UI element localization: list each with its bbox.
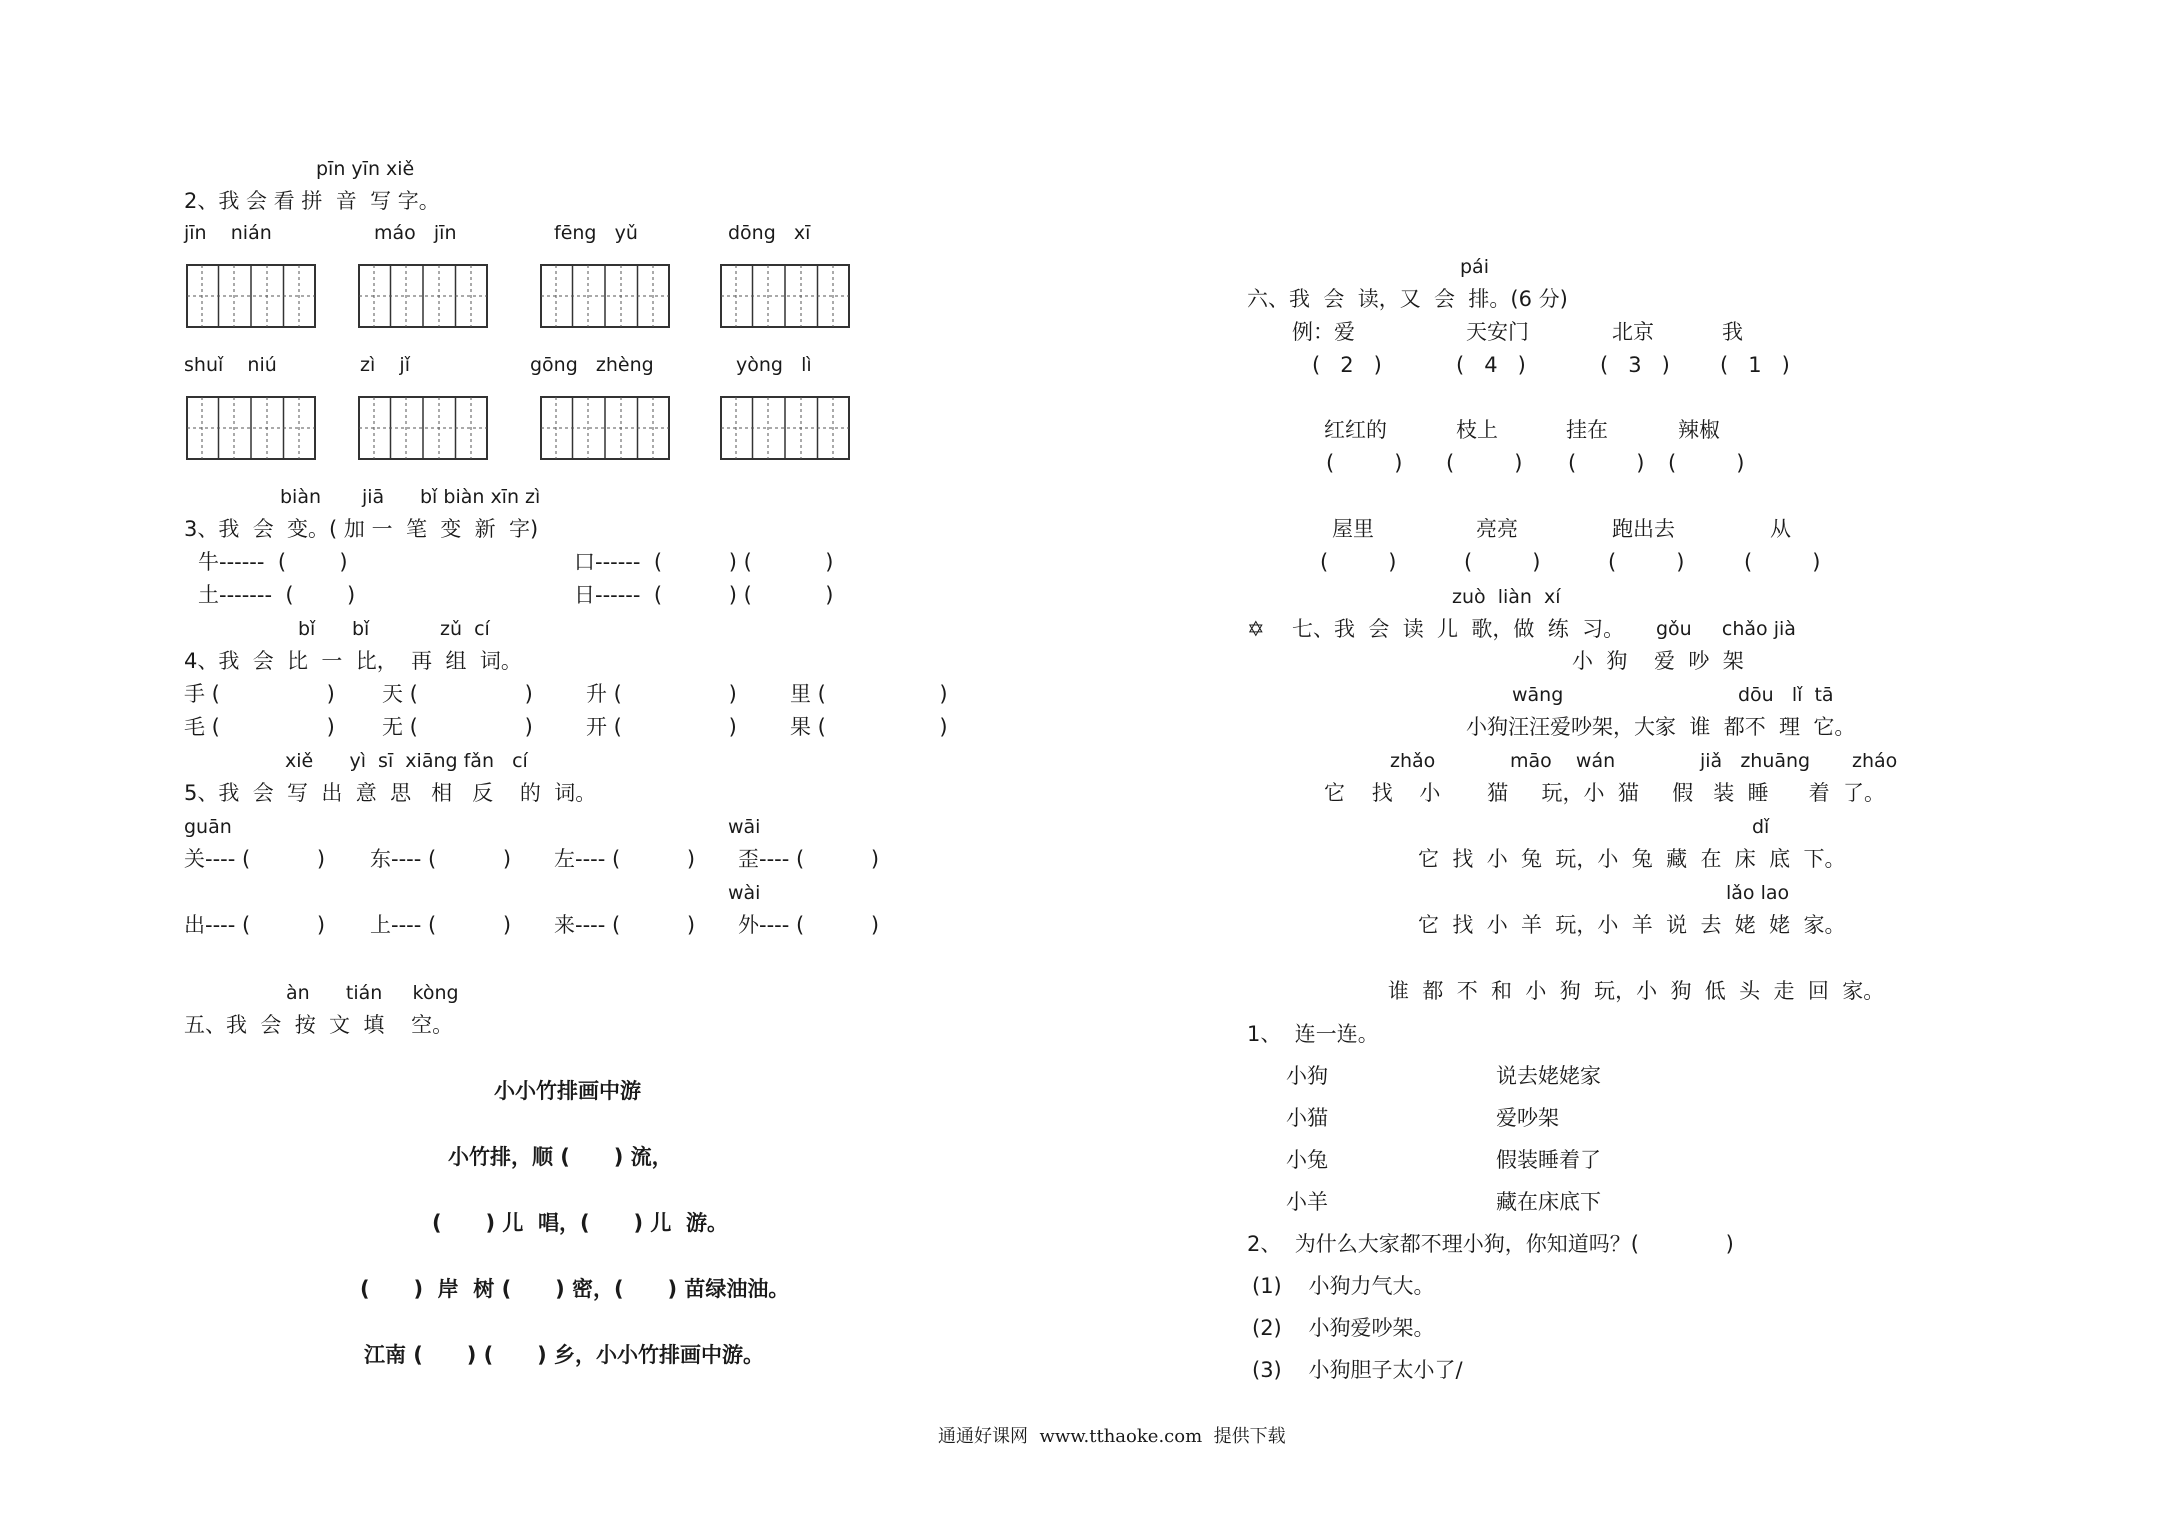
q2-pinyin-2: máo jīn bbox=[374, 222, 457, 244]
poem-line: 小竹排，顺 ( ) 流， bbox=[448, 1145, 673, 1169]
q2-pinyin-3: fēng yǔ bbox=[554, 222, 638, 244]
song-pinyin: dǐ bbox=[1752, 816, 1770, 838]
song-pinyin: jiǎ zhuāng bbox=[1700, 750, 1811, 772]
q2-pinyin-8: yòng lì bbox=[736, 354, 812, 376]
ex1-title: 1、 连一连。 bbox=[1247, 1022, 1379, 1046]
q6-blank[interactable]: ( ) bbox=[1326, 451, 1403, 475]
q6-blank[interactable]: ( ) bbox=[1744, 550, 1821, 574]
q2-pinyin-5: shuǐ niú bbox=[184, 354, 277, 376]
q6-word: 红红的 bbox=[1324, 418, 1387, 442]
q5-row2-2: 上---- ( ) bbox=[370, 913, 512, 937]
ex1-right-item[interactable]: 爱吵架 bbox=[1496, 1106, 1559, 1130]
q3-title: 3、我 会 变。( 加 一 笔 变 新 字) bbox=[184, 517, 539, 541]
q6-blank[interactable]: ( ) bbox=[1568, 451, 1645, 475]
q5-row1-1: 关---- ( ) bbox=[184, 847, 326, 871]
ex2-option[interactable]: (3) 小狗胆子太小了/ bbox=[1252, 1358, 1463, 1382]
ex1-left-item[interactable]: 小兔 bbox=[1286, 1148, 1328, 1172]
ex2-title: 2、 为什么大家都不理小狗，你知道吗？( ) bbox=[1247, 1232, 1734, 1256]
q6-example-order: ( 4 ) bbox=[1456, 353, 1526, 377]
song-line: 谁 都 不 和 小 狗 玩，小 狗 低 头 走 回 家。 bbox=[1388, 979, 1885, 1003]
writing-grid[interactable] bbox=[186, 396, 316, 460]
q6-blank[interactable]: ( ) bbox=[1464, 550, 1541, 574]
ex2-option[interactable]: (2) 小狗爱吵架。 bbox=[1252, 1316, 1435, 1340]
q4-row1-3: 升 ( ) bbox=[586, 682, 737, 706]
q5-row1-3: 左---- ( ) bbox=[554, 847, 696, 871]
writing-grid[interactable] bbox=[540, 264, 670, 328]
q4-row2-1: 毛 ( ) bbox=[184, 715, 335, 739]
q5-pinyin-wai2: wài bbox=[728, 882, 761, 904]
ex1-left-item[interactable]: 小猫 bbox=[1286, 1106, 1328, 1130]
q5-row1-2: 东---- ( ) bbox=[370, 847, 512, 871]
poem-line: ( ) 儿 唱，( ) 儿 游。 bbox=[432, 1211, 728, 1235]
q5-row2-3: 来---- ( ) bbox=[554, 913, 696, 937]
q6-pinyin: pái bbox=[1460, 256, 1489, 278]
song-line: 它 找 小 羊 玩，小 羊 说 去 姥 姥 家。 bbox=[1418, 913, 1846, 937]
ex2-option[interactable]: (1) 小狗力气大。 bbox=[1252, 1274, 1435, 1298]
q6-word: 屋里 bbox=[1332, 517, 1374, 541]
q6-example-order: ( 3 ) bbox=[1600, 353, 1670, 377]
q6-title: 六、我 会 读，又 会 排。(6 分) bbox=[1247, 287, 1568, 311]
q2-pinyin-4: dōng xī bbox=[728, 222, 811, 244]
q6-blank[interactable]: ( ) bbox=[1668, 451, 1745, 475]
q6-example-word: 北京 bbox=[1612, 320, 1654, 344]
q6-example-order: ( 2 ) bbox=[1312, 353, 1382, 377]
q2-pinyin-header: pīn yīn xiě bbox=[316, 158, 415, 180]
q3-line2-left: 土------- ( ) bbox=[198, 583, 356, 607]
q4-pinyin-1: bǐ bbox=[298, 618, 316, 640]
q6-example-order: ( 1 ) bbox=[1720, 353, 1790, 377]
q6-word: 枝上 bbox=[1456, 418, 1498, 442]
q7-title: 七、我 会 读 儿 歌，做 练 习。 bbox=[1292, 617, 1625, 641]
song-title: 小 狗 爱 吵 架 bbox=[1572, 649, 1744, 673]
song-line: 小狗汪汪爱吵架，大家 谁 都不 理 它。 bbox=[1466, 715, 1856, 739]
poem-title: 小小竹排画中游 bbox=[494, 1079, 641, 1103]
writing-grid[interactable] bbox=[540, 396, 670, 460]
q6-example-word: 例：爱 bbox=[1292, 320, 1355, 344]
q6-word: 从 bbox=[1770, 517, 1791, 541]
song-pinyin: zhǎo bbox=[1390, 750, 1436, 772]
q2-title: 2、我 会 看 拼 音 写 字。 bbox=[184, 189, 440, 213]
song-pinyin: wāng bbox=[1512, 684, 1564, 706]
ex1-left-item[interactable]: 小羊 bbox=[1286, 1190, 1328, 1214]
q6-blank[interactable]: ( ) bbox=[1608, 550, 1685, 574]
q6-example-word: 我 bbox=[1722, 320, 1743, 344]
q5-pinyin-guan: guān bbox=[184, 816, 232, 838]
q-five-title: 五、我 会 按 文 填 空。 bbox=[184, 1013, 454, 1037]
ex1-right-item[interactable]: 藏在床底下 bbox=[1496, 1190, 1601, 1214]
q7-pinyin-top: zuò liàn xí bbox=[1452, 586, 1561, 608]
q6-word: 亮亮 bbox=[1476, 517, 1518, 541]
q5-row2-4: 外---- ( ) bbox=[738, 913, 880, 937]
song-pinyin: lǎo lao bbox=[1726, 882, 1790, 904]
q3-pinyin-3: bǐ biàn xīn zì bbox=[420, 486, 541, 508]
writing-grid[interactable] bbox=[186, 264, 316, 328]
q6-word: 挂在 bbox=[1566, 418, 1608, 442]
q4-pinyin-2: bǐ bbox=[352, 618, 370, 640]
q6-blank[interactable]: ( ) bbox=[1446, 451, 1523, 475]
poem-line: ( ) 岸 树 ( ) 密，( ) 苗绿油油。 bbox=[360, 1277, 790, 1301]
song-pinyin: dōu lǐ tā bbox=[1738, 684, 1834, 706]
q4-row1-1: 手 ( ) bbox=[184, 682, 335, 706]
q3-line2-right: 日------ ( ) ( ) bbox=[574, 583, 834, 607]
q5-row1-4: 歪---- ( ) bbox=[738, 847, 880, 871]
song-pinyin: māo wán bbox=[1510, 750, 1616, 772]
writing-grid[interactable] bbox=[720, 264, 850, 328]
song-pinyin: zháo bbox=[1852, 750, 1898, 772]
q4-row1-4: 里 ( ) bbox=[790, 682, 948, 706]
song-line: 它 找 小 兔 玩，小 兔 藏 在 床 底 下。 bbox=[1418, 847, 1846, 871]
q3-line1-left: 牛------ ( ) bbox=[198, 550, 348, 574]
q4-row1-2: 天 ( ) bbox=[382, 682, 533, 706]
ex1-left-item[interactable]: 小狗 bbox=[1286, 1064, 1328, 1088]
ex1-right-item[interactable]: 说去姥姥家 bbox=[1496, 1064, 1601, 1088]
q6-word: 辣椒 bbox=[1678, 418, 1720, 442]
q4-row2-4: 果 ( ) bbox=[790, 715, 948, 739]
poem-line: 江南 ( ) ( ) 乡，小小竹排画中游。 bbox=[364, 1343, 765, 1367]
ex1-right-item[interactable]: 假装睡着了 bbox=[1496, 1148, 1601, 1172]
q5-row2-1: 出---- ( ) bbox=[184, 913, 326, 937]
writing-grid[interactable] bbox=[720, 396, 850, 460]
q2-pinyin-1: jīn nián bbox=[184, 222, 272, 244]
q4-title: 4、我 会 比 一 比， 再 组 词。 bbox=[184, 649, 522, 673]
q6-word: 跑出去 bbox=[1612, 517, 1675, 541]
q3-line1-right: 口------ ( ) ( ) bbox=[574, 550, 834, 574]
q5-title: 5、我 会 写 出 意 思 相 反 的 词。 bbox=[184, 781, 597, 805]
q3-pinyin-1: biàn bbox=[280, 486, 322, 508]
q6-example-word: 天安门 bbox=[1466, 320, 1529, 344]
q2-pinyin-6: zì jǐ bbox=[360, 354, 410, 376]
footer-credit: 通通好课网 www.tthaoke.com 提供下载 bbox=[938, 1426, 1286, 1447]
song-line: 它 找 小 猫 玩，小 猫 假 装 睡 着 了。 bbox=[1324, 781, 1886, 805]
q2-pinyin-7: gōng zhèng bbox=[530, 354, 654, 376]
writing-grid[interactable] bbox=[358, 396, 488, 460]
q7-title-pinyin: gǒu chǎo jià bbox=[1656, 618, 1796, 640]
star-icon: ✡ bbox=[1247, 617, 1265, 641]
q-five-pinyin: àn tián kòng bbox=[286, 982, 459, 1004]
q4-pinyin-3: zǔ cí bbox=[440, 618, 490, 640]
q3-pinyin-2: jiā bbox=[362, 486, 385, 508]
q5-pinyin-wai1: wāi bbox=[728, 816, 761, 838]
q4-row2-3: 开 ( ) bbox=[586, 715, 737, 739]
q5-pinyin: xiě yì sī xiāng fǎn cí bbox=[285, 750, 528, 772]
q4-row2-2: 无 ( ) bbox=[382, 715, 533, 739]
writing-grid[interactable] bbox=[358, 264, 488, 328]
q6-blank[interactable]: ( ) bbox=[1320, 550, 1397, 574]
